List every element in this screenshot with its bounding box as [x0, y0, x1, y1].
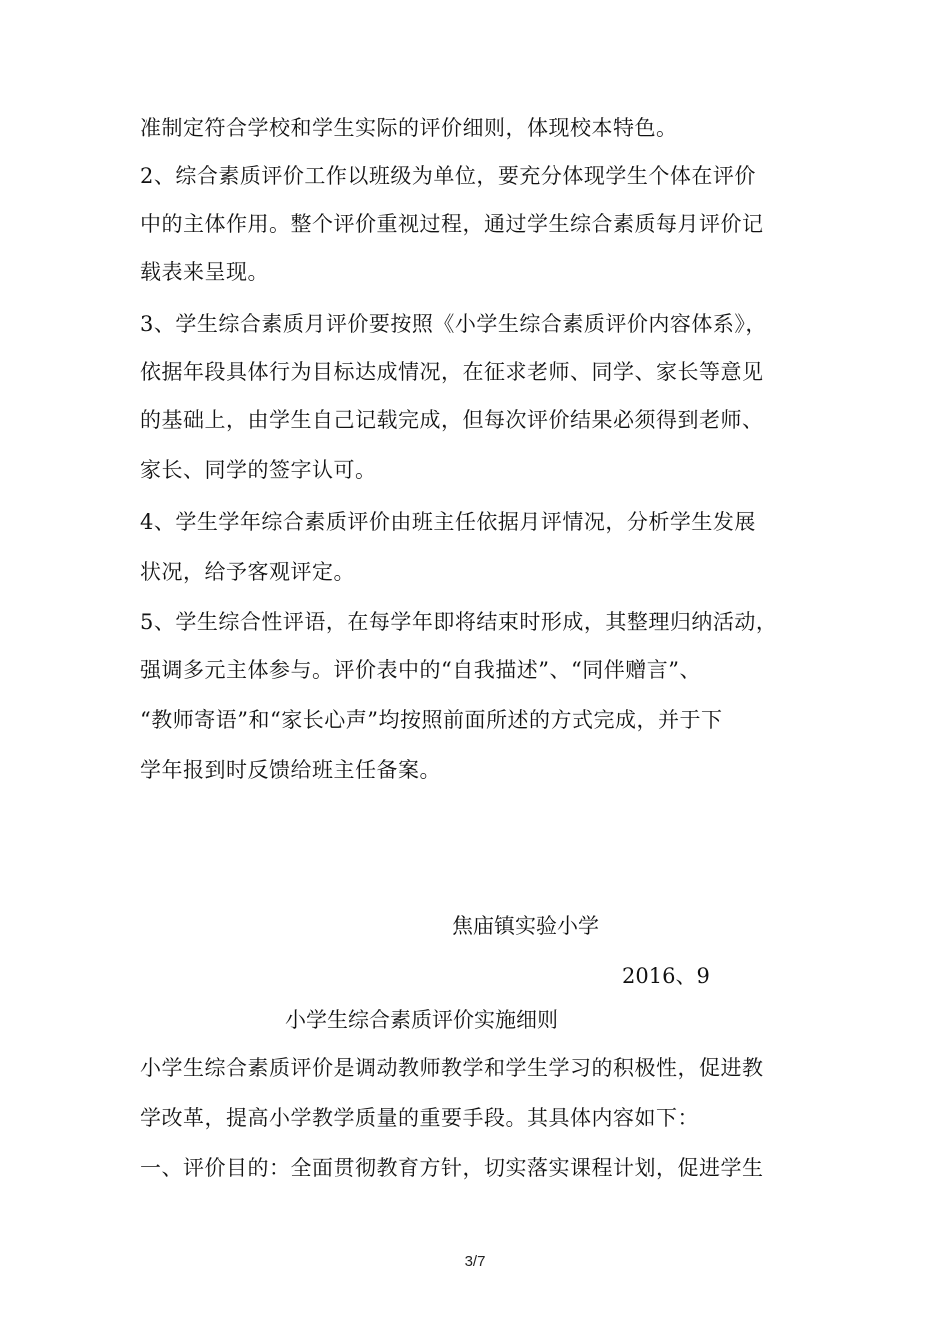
paragraph-line: 3、学生综合素质月评价要按照《小学生综合素质评价内容体系》，	[140, 312, 767, 336]
intro-line: 一、评价目的：全面贯彻教育方针，切实落实课程计划，促进学生	[140, 1156, 764, 1180]
paragraph-line: 学年报到时反馈给班主任备案。	[140, 758, 441, 782]
paragraph-line: 准制定符合学校和学生实际的评价细则，体现校本特色。	[140, 116, 678, 140]
paragraph-line: “教师寄语”和“家长心声”均按照前面所述的方式完成，并于下	[140, 708, 723, 732]
intro-line: 小学生综合素质评价是调动教师教学和学生学习的积极性，促进教	[140, 1056, 764, 1080]
intro-line: 学改革，提高小学教学质量的重要手段。其具体内容如下：	[140, 1106, 699, 1130]
paragraph-line: 家长、同学的签字认可。	[140, 458, 377, 482]
paragraph-line: 4、学生学年综合素质评价由班主任依据月评情况，分析学生发展	[140, 510, 756, 534]
paragraph-line: 2、综合素质评价工作以班级为单位，要充分体现学生个体在评价	[140, 164, 756, 188]
paragraph-line: 中的主体作用。整个评价重视过程，通过学生综合素质每月评价记	[140, 212, 764, 236]
paragraph-line: 5、学生综合性评语，在每学年即将结束时形成，其整理归纳活动，	[140, 610, 778, 634]
signature-date: 2016、9	[622, 964, 710, 988]
paragraph-line: 的基础上，由学生自己记载完成，但每次评价结果必须得到老师、	[140, 408, 764, 432]
paragraph-line: 载表来呈现。	[140, 260, 269, 284]
page-number: 3/7	[464, 1253, 486, 1270]
paragraph-line: 状况，给予客观评定。	[140, 560, 355, 584]
section-title: 小学生综合素质评价实施细则	[285, 1008, 558, 1032]
school-name: 焦庙镇实验小学	[452, 914, 599, 938]
paragraph-line: 强调多元主体参与。评价表中的“自我描述”、“同伴赠言”、	[140, 658, 701, 682]
paragraph-line: 依据年段具体行为目标达成情况，在征求老师、同学、家长等意见	[140, 360, 764, 384]
